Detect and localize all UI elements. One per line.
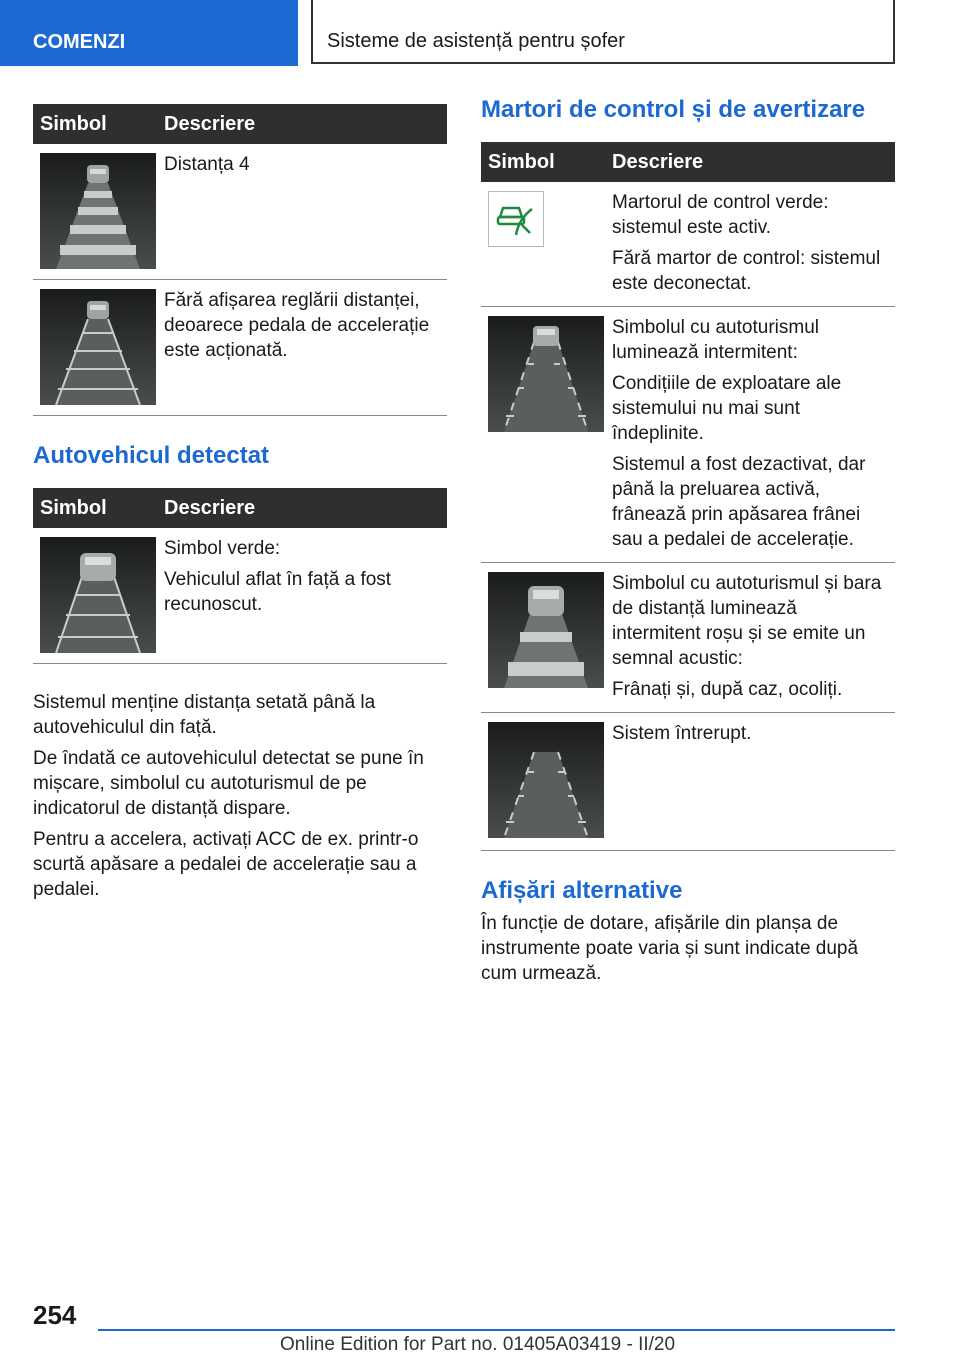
vehicle-detected-icon: [40, 537, 164, 653]
row-description: [164, 280, 447, 416]
left-column: [33, 104, 447, 908]
description-line: Frânați și, după caz, ocoliți.: [612, 679, 843, 700]
table-row: [481, 182, 895, 307]
description-line: Vehiculul aflat în față a fost recunoscut.: [164, 569, 392, 615]
distance-symbol-table: [33, 104, 447, 416]
column-header-description: Descriere: [612, 142, 895, 182]
section-tab: COMENZI: [0, 0, 298, 66]
row-description: [164, 144, 447, 280]
row-description: [164, 528, 447, 664]
column-header-description: Descriere: [164, 104, 447, 144]
heading-warning-lights: Martori de control și de avertizare: [481, 96, 866, 123]
chapter-tab: Sisteme de asistență pentru șofer: [311, 0, 895, 64]
paragraph: De îndată ce autovehiculul detectat se pune în mișcare, simbolul cu autoturismul de pe indicatorul de distanță dispare.: [33, 748, 424, 819]
table-row: [481, 307, 895, 563]
column-header-symbol: Simbol: [481, 142, 612, 182]
footer-divider: [98, 1329, 895, 1331]
right-column: [481, 96, 895, 992]
description-line: Sistemul a fost dezactivat, dar până la preluarea activă, frânează prin apăsarea frânei sau a pedalei de accelerație.: [612, 454, 866, 550]
description-line: Fără martor de control: sistemul este deconectat.: [612, 248, 881, 294]
distance-4-icon: [40, 153, 164, 269]
description-line: Simbol verde:: [164, 538, 281, 559]
heading-alternative-displays: Afișări alternative: [481, 877, 683, 904]
row-description: [612, 182, 895, 307]
paragraph: Sistemul menține distanța setată până la autovehiculul din față.: [33, 692, 376, 738]
acc-indicator-icon: [488, 191, 612, 247]
vehicle-detected-table: [33, 488, 447, 664]
table-row: [481, 713, 895, 851]
system-interrupted-icon: [488, 722, 612, 838]
description-line: Sistem întrerupt.: [612, 723, 752, 744]
column-header-symbol: Simbol: [33, 488, 164, 528]
table-row: [481, 563, 895, 713]
warning-lights-table: [481, 142, 895, 851]
row-description: [612, 713, 895, 851]
description-line: Simbolul cu autoturismul și bara de distanță luminează intermitent roșu și se emite un semnal acustic:: [612, 573, 882, 669]
page-header: [0, 0, 960, 66]
row-description: [612, 563, 895, 713]
vehicle-flashing-icon: [488, 316, 612, 432]
description-line: Fără afișarea reglării distanței, deoarece pedala de accelerație este acționată.: [164, 290, 430, 361]
no-distance-display-icon: [40, 289, 164, 405]
vehicle-red-bar-icon: [488, 572, 612, 688]
paragraph: În funcție de dotare, afișările din planșa de instrumente poate varia și sunt indicate după cum urmează.: [481, 913, 859, 984]
page-number: 254: [33, 1300, 77, 1330]
table-row: [33, 280, 447, 416]
description-line: Distanța 4: [164, 154, 250, 175]
description-line: Martorul de control verde: sistemul este activ.: [612, 192, 829, 238]
paragraph: Pentru a accelera, activați ACC de ex. printr-o scurtă apăsare a pedalei de accelerație sau a pedalei.: [33, 829, 419, 900]
footer-edition: Online Edition for Part no. 01405A03419 - II/20: [280, 1334, 676, 1355]
heading-vehicle-detected: Autovehicul detectat: [33, 442, 270, 469]
table-row: [33, 528, 447, 664]
description-line: Simbolul cu autoturismul luminează intermitent:: [612, 317, 819, 363]
column-header-description: Descriere: [164, 488, 447, 528]
row-description: [612, 307, 895, 563]
vehicle-detected-text: [33, 690, 447, 902]
description-line: Condițiile de exploatare ale sistemului nu mai sunt îndeplinite.: [612, 373, 842, 444]
table-row: [33, 144, 447, 280]
column-header-symbol: Simbol: [33, 104, 164, 144]
